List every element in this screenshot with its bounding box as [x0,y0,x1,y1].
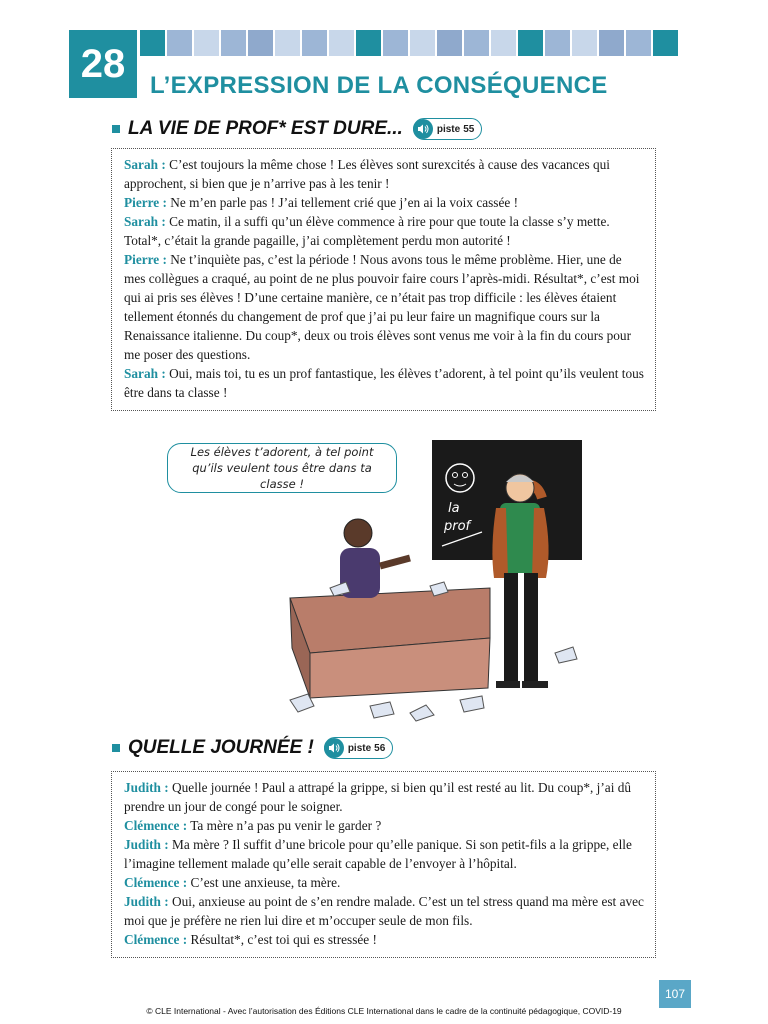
chapter-title: L’EXPRESSION DE LA CONSÉQUENCE [150,72,608,99]
dialog-text: Ma mère ? Il suffit d’une bricole pour qu’elle panique. Si son petit-fils a la grippe, elle l’imagine tellement malade qu’elle serait capable de l’envoyer à l’hôpital. [124,837,632,871]
speaker-name: Clémence : [124,875,188,890]
strip-block [302,30,327,56]
dialog-box-1 [111,148,656,411]
bullet-square-icon [112,125,120,133]
audio-track-number: 56 [374,742,386,754]
dialog-line [124,873,645,892]
strip-block [437,30,462,56]
strip-block [275,30,300,56]
strip-block [356,30,381,56]
chapter-number: 28 [69,30,137,98]
speaker-name: Pierre : [124,252,167,267]
speaker-icon [413,119,433,139]
board-text-prof: prof [444,519,471,534]
strip-block [167,30,192,56]
board-text-la: la [448,501,460,516]
section-heading-1 [112,118,482,140]
speaker-name: Sarah : [124,366,166,381]
strip-block [626,30,651,56]
dialog-line [124,892,645,930]
dialog-line [124,364,645,402]
strip-block [464,30,489,56]
bullet-square-icon [112,744,120,752]
desk [290,588,490,698]
audio-track-number: 55 [463,123,475,135]
dialog-text: C’est une anxieuse, ta mère. [187,875,341,890]
dialog-line [124,250,645,364]
speaker-name: Judith : [124,837,169,852]
page-number: 107 [659,980,691,1008]
dialog-text: Oui, mais toi, tu es un prof fantastique, les élèves t’adorent, à tel point qu’ils veulent tous être dans ta classe ! [124,366,644,400]
dialog-text: Ce matin, il a suffi qu’un élève commence à rire pour que toute la classe s’y mette. Total*, c’était la grande pagaille, j’ai complètement perdu mon autorité ! [124,214,610,248]
strip-block [194,30,219,56]
speaker-name: Judith : [124,780,169,795]
audio-label: piste [347,742,372,754]
strip-block [653,30,678,56]
strip-block [140,30,165,56]
speaker-name: Clémence : [124,932,188,947]
strip-block [221,30,246,56]
speaker-name: Sarah : [124,214,166,229]
dialog-line [124,778,645,816]
strip-block [518,30,543,56]
audio-track-55-button[interactable] [413,118,482,140]
strip-block [572,30,597,56]
strip-block [410,30,435,56]
dialog-text: C’est toujours la même chose ! Les élèves sont surexcités à cause des vacances qui approchent, si bien que je n’arrive pas à les tenir ! [124,157,610,191]
strip-block [248,30,273,56]
dialog-line [124,193,645,212]
dialog-line [124,155,645,193]
dialog-line [124,816,645,835]
speaker-name: Sarah : [124,157,166,172]
dialog-line [124,835,645,873]
speaker-name: Pierre : [124,195,167,210]
dialog-line [124,930,645,949]
copyright-footer: © CLE International - Avec l’autorisation des Éditions CLE International dans le cadre de la continuité pédagogique, COVID-19 [146,1006,622,1016]
audio-track-56-button[interactable] [324,737,393,759]
strip-block [491,30,516,56]
strip-block [545,30,570,56]
section-heading-2 [112,737,393,759]
dialog-text: Ne t’inquiète pas, c’est la période ! Nous avons tous le même problème. Hier, une de mes collègues a craqué, au point de ne plus pouvoir faire cours l’après-midi. Résultat*, c’est moi qui ai pris ses élèves ! D’une certaine manière, ce n’était pas trop difficile : les élèves étaient tellement étonnés du changement de prof que j’ai pu leur faire un magnifique cours sur la Renaissance italienne. Du coup*, deux ou trois élèves sont venus me voir à la fin du cours pour me poser des questions. [124,252,640,362]
strip-block [383,30,408,56]
dialog-text: Résultat*, c’est toi qui es stressée ! [187,932,377,947]
student-figure [340,519,410,598]
dialog-box-2 [111,771,656,958]
strip-block [329,30,354,56]
audio-label: piste [436,123,461,135]
header-color-strip [140,30,678,56]
dialog-line [124,212,645,250]
dialog-text: Ne m’en parle pas ! J’ai tellement crié que j’en ai la voix cassée ! [166,195,519,210]
strip-block [599,30,624,56]
section-title-1: LA VIE DE PROF* EST DURE... [128,118,403,139]
speech-bubble: Les élèves t’adorent, à tel point qu’ils veulent tous être dans ta classe ! [167,443,397,493]
section-title-2: QUELLE JOURNÉE ! [128,737,314,758]
dialog-text: Ta mère n’a pas pu venir le garder ? [187,818,382,833]
speaker-name: Clémence : [124,818,188,833]
dialog-text: Quelle journée ! Paul a attrapé la grippe, si bien qu’il est resté au lit. Du coup*, j’ai dû prendre un jour de congé pour le soigner. [124,780,632,814]
speaker-name: Judith : [124,894,169,909]
speaker-icon [324,738,344,758]
dialog-text: Oui, anxieuse au point de s’en rendre malade. C’est un tel stress quand ma mère est avec moi que je préfère ne rien lui dire et m’occuper seule de mon fils. [124,894,644,928]
